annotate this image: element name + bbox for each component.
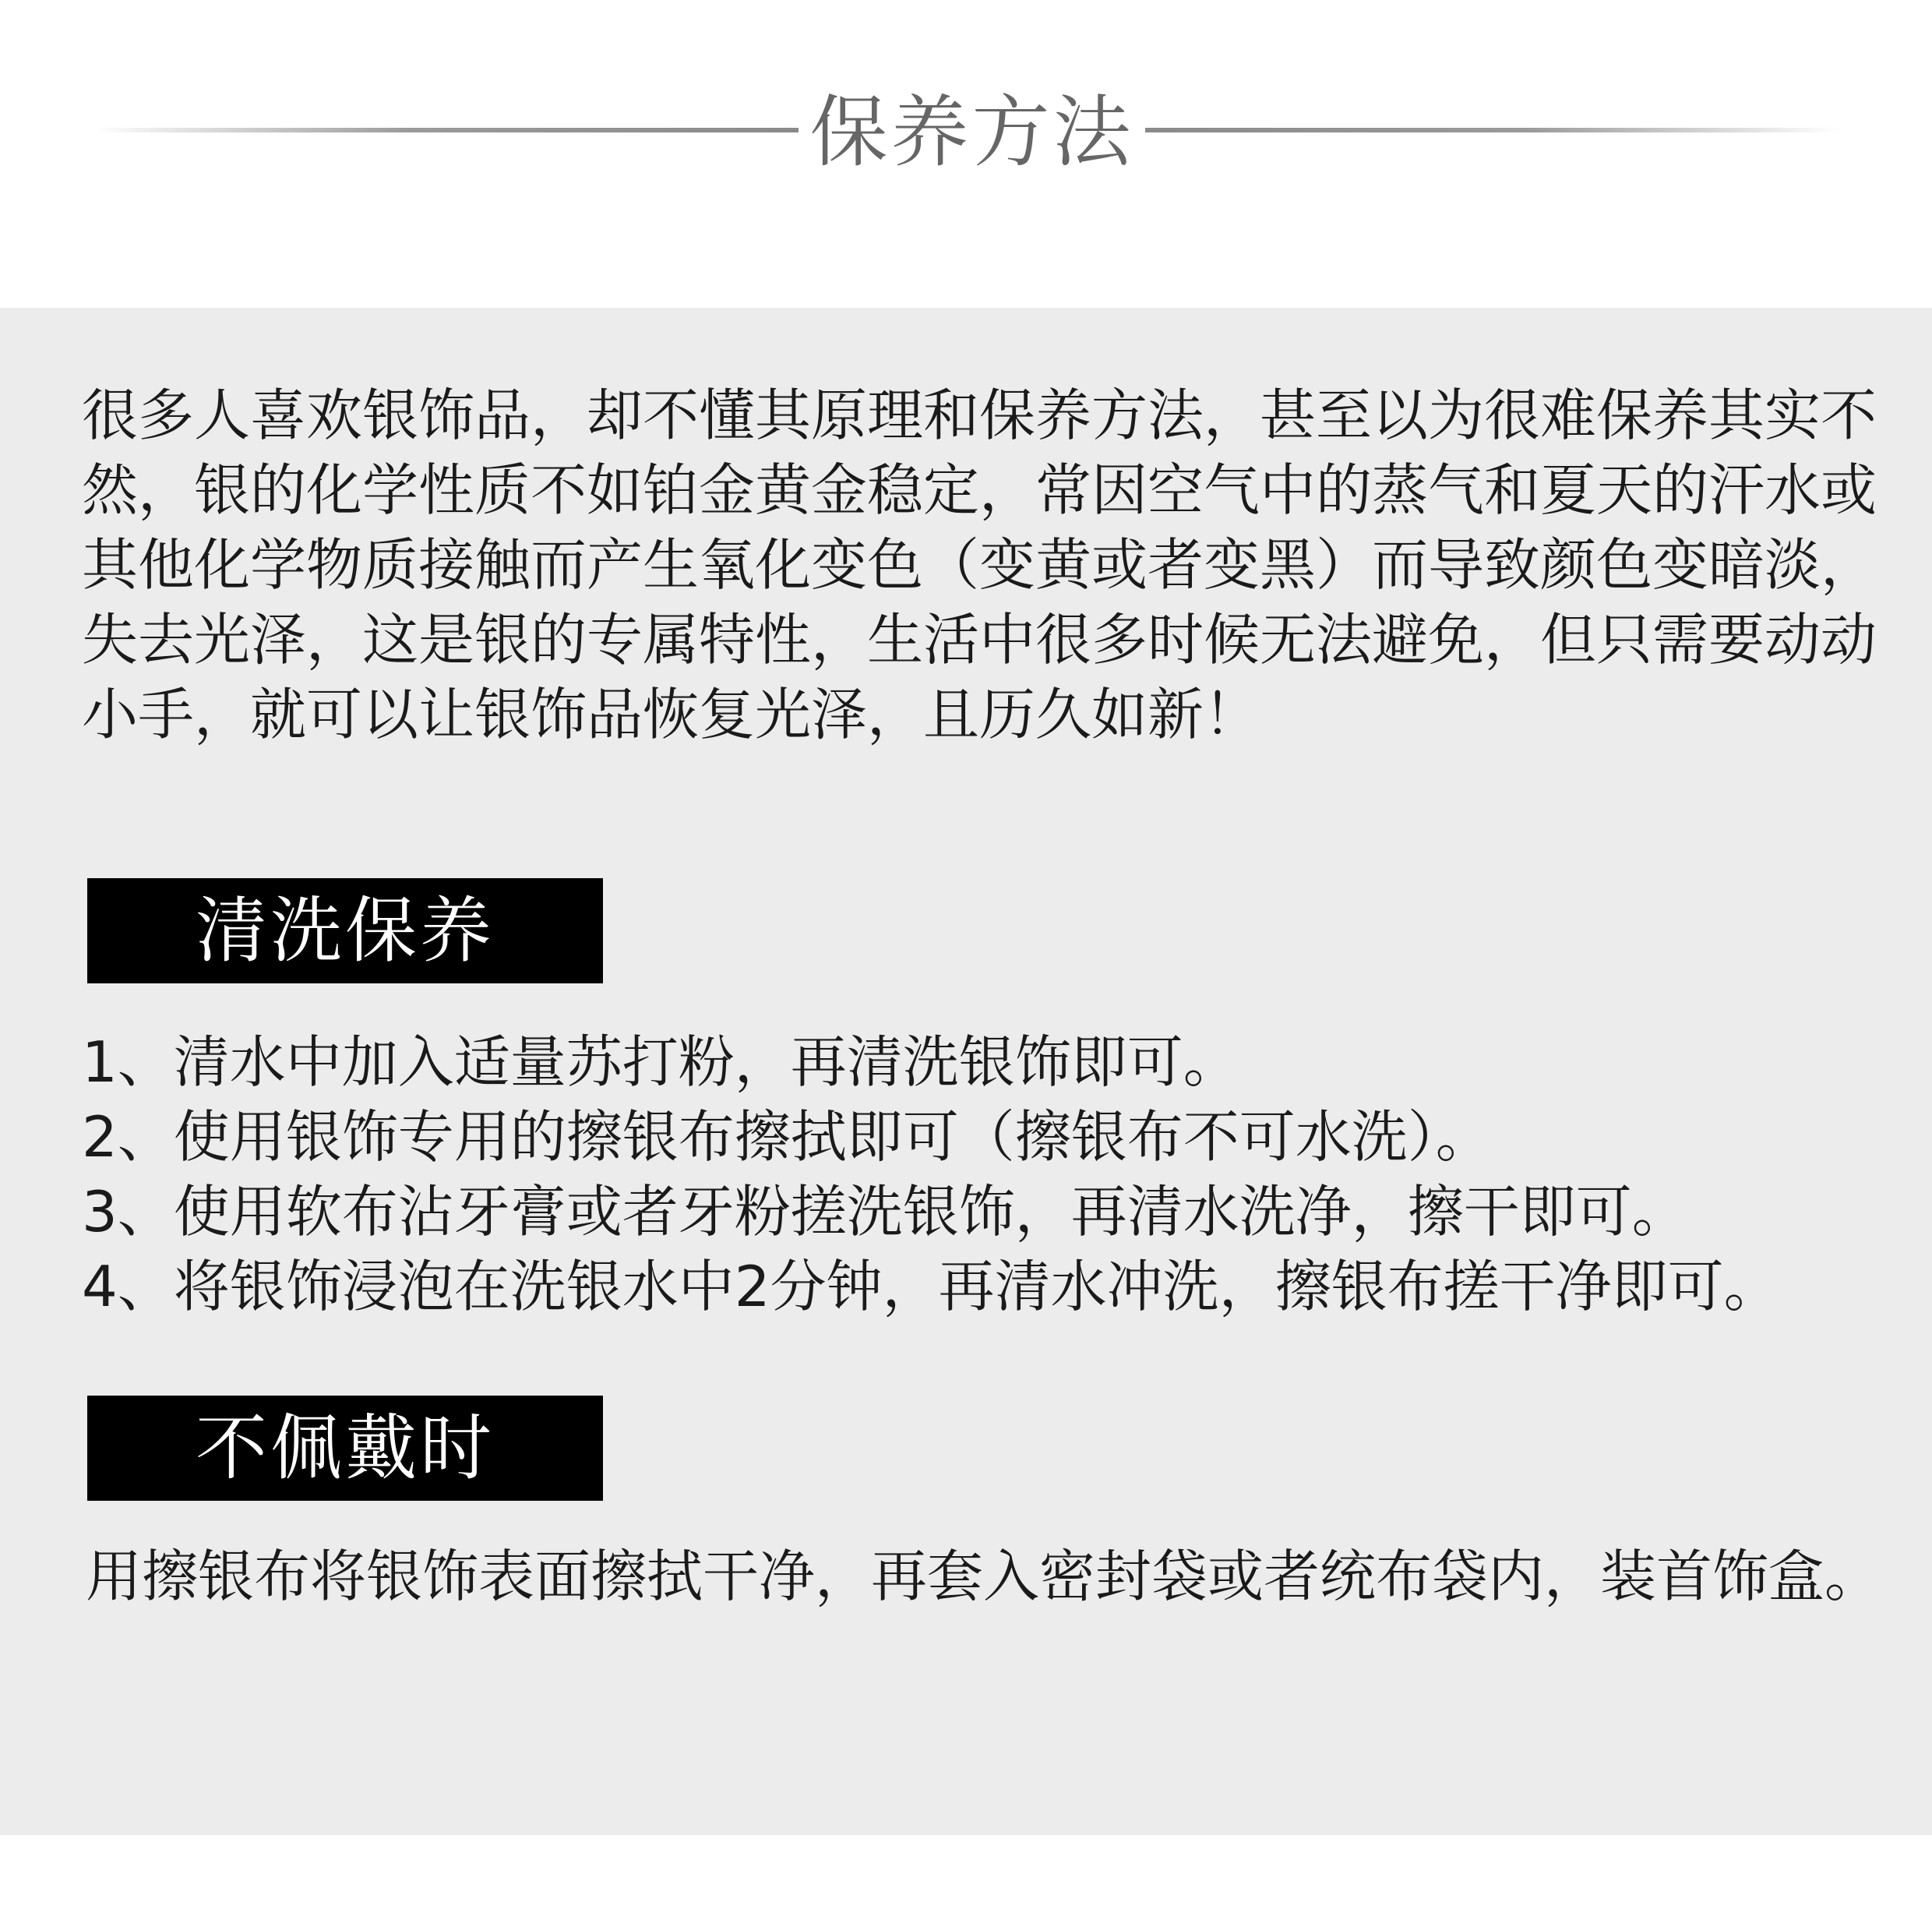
cleaning-step-3: 3、使用软布沾牙膏或者牙粉搓洗银饰，再清水洗净，擦干即可。 [82, 1179, 1688, 1244]
cleaning-steps-list [82, 1025, 1920, 1324]
cleaning-step-4: 4、将银饰浸泡在洗银水中2分钟，再清水冲洗，擦银布搓干净即可。 [82, 1254, 1780, 1319]
section-label-cleaning: 清洗保养 [87, 878, 603, 983]
storage-paragraph: 用擦银布将银饰表面擦拭干净，再套入密封袋或者统布袋内，装首饰盒。 [86, 1544, 1881, 1609]
title-divider-right [1145, 128, 1839, 132]
section-label-not-wearing: 不佩戴时 [87, 1396, 603, 1501]
cleaning-step-2: 2、使用银饰专用的擦银布擦拭即可（擦银布不可水洗）。 [82, 1104, 1492, 1170]
title-divider-left [93, 128, 799, 132]
content-panel [0, 308, 1932, 1835]
page-title: 保养方法 [809, 86, 1134, 178]
page-header [0, 0, 1932, 308]
intro-paragraph: 很多人喜欢银饰品，却不懂其原理和保养方法，甚至以为很难保养其实不然，银的化学性质不如铂金黄金稳定，常因空气中的蒸气和夏天的汗水或其他化学物质接触而产生氧化变色（变黄或者变黑）而导致颜色变暗淡，失去光泽，这是银的专属特性，生活中很多时候无法避免，但只需要动动小手，就可以让银饰品恢复光泽，且历久如新！ [82, 383, 1877, 747]
cleaning-step-1: 1、清水中加入适量苏打粉，再清洗银饰即可。 [82, 1029, 1239, 1095]
